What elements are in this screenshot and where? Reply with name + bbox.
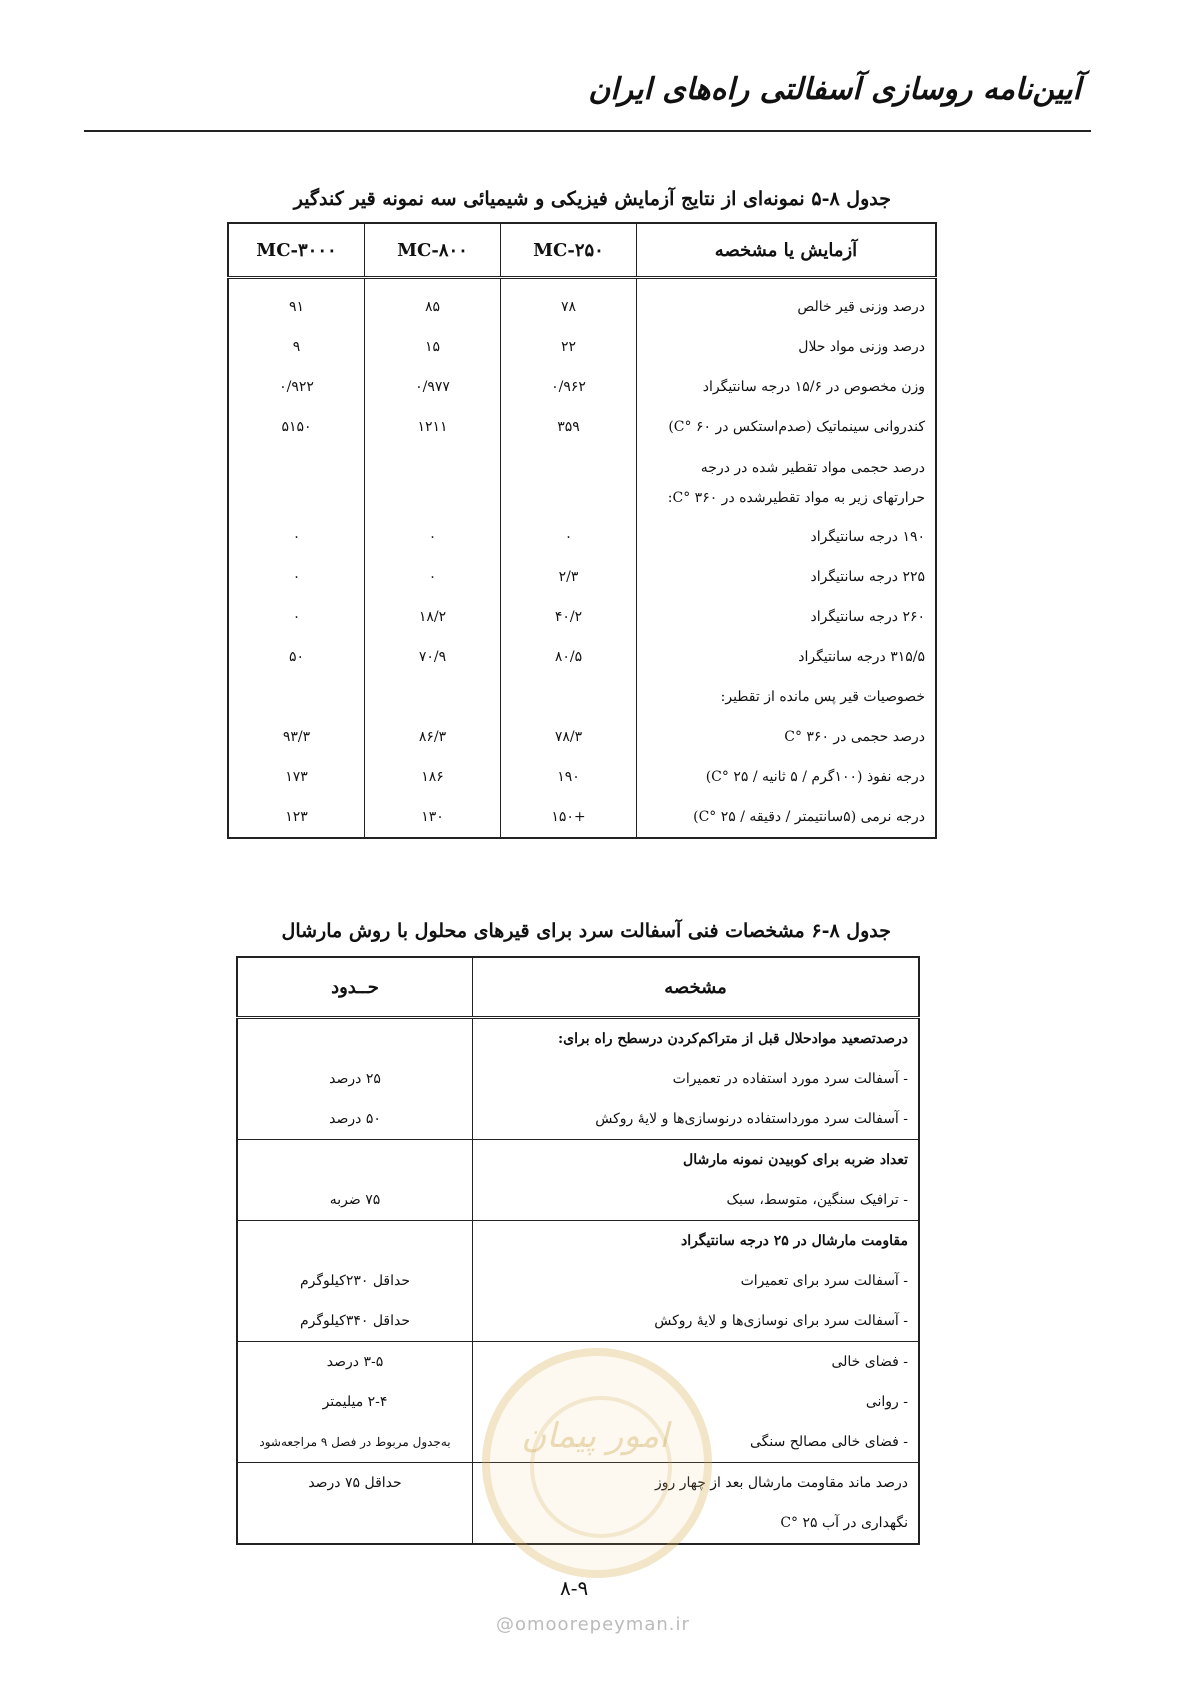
table1-header-property: آزمایش یا مشخصه [637, 223, 937, 278]
table1-cell-mc250: ۷۸/۳ [501, 717, 637, 757]
table1-cell-mc250: ۲۲ [501, 327, 637, 367]
table2-caption: جدول ۸-۶ مشخصات فنی آسفالت سرد برای قیرهای محلول با روش مارشال [281, 920, 891, 942]
table1-cell-mc3000: ۱۲۳ [228, 797, 365, 838]
table2-cell-limit: حداقل ۳۴۰کیلوگرم [237, 1301, 473, 1342]
table2-row [237, 1180, 919, 1221]
table1-caption: جدول ۸-۵ نمونه‌ای از نتایج آزمایش فیزیکی و شیمیائی سه نمونه قیر کندگیر [293, 188, 891, 210]
table1-cell-mc250: ۲/۳ [501, 557, 637, 597]
table1-row [228, 677, 936, 717]
table2-cell-spec: درصدتصعید موادحلال قبل از متراکم‌کردن درسطح راه برای: [473, 1018, 920, 1060]
table1-cell-mc800: ۰/۹۷۷ [365, 367, 501, 407]
table1-cell-mc800: ۰ [365, 517, 501, 557]
bitumen-test-table [227, 222, 937, 839]
table1-cell-mc800: ۱۳۰ [365, 797, 501, 838]
table2-row [237, 1018, 919, 1060]
table1-cell-property: وزن مخصوص در ۱۵/۶ درجه سانتیگراد [637, 367, 937, 407]
table1-cell-mc800: ۱۵ [365, 327, 501, 367]
table1-cell-property: ۲۶۰ درجه سانتیگراد [637, 597, 937, 637]
table1-cell-mc250: ۰ [501, 517, 637, 557]
table2-cell-spec: - آسفالت سرد مورداستفاده درنوسازی‌ها و لایهٔ روکش [473, 1099, 920, 1140]
table1-cell-mc250: +۱۵۰ [501, 797, 637, 838]
table1-cell-mc3000: ۹ [228, 327, 365, 367]
table1-row [228, 447, 936, 517]
table1-cell-mc800 [365, 447, 501, 517]
header-rule [84, 130, 1091, 132]
table1-cell-mc800: ۱۸۶ [365, 757, 501, 797]
table2-row [237, 1221, 919, 1262]
table2-cell-limit [237, 1221, 473, 1262]
table1-cell-mc3000: ۹۳/۳ [228, 717, 365, 757]
table2-header-spec: مشخصه [473, 957, 920, 1018]
table1-cell-property: ۲۲۵ درجه سانتیگراد [637, 557, 937, 597]
table1-cell-mc250: ۳۵۹ [501, 407, 637, 447]
table2-row [237, 1301, 919, 1342]
table1-row [228, 407, 936, 447]
table2-cell-spec: مقاومت مارشال در ۲۵ درجه سانتیگراد [473, 1221, 920, 1262]
table1-cell-mc3000 [228, 677, 365, 717]
table2-cell-limit [237, 1018, 473, 1060]
table2-row [237, 1099, 919, 1140]
table2-cell-spec: تعداد ضربه برای کوبیدن نمونه مارشال [473, 1140, 920, 1181]
table2-cell-limit: حداقل ۲۳۰کیلوگرم [237, 1261, 473, 1301]
table1-row [228, 637, 936, 677]
table1-row [228, 597, 936, 637]
table2-header-row [237, 957, 919, 1018]
running-header-title: آیین‌نامه روسازی آسفالتی راه‌های ایران [588, 72, 1081, 107]
table2-cell-limit [237, 1503, 473, 1544]
table1-cell-mc250 [501, 677, 637, 717]
table1-header-mc250: MC-۲۵۰ [501, 223, 637, 278]
table2-row [237, 1059, 919, 1099]
table1-cell-property: درصد حجمی در ۳۶۰ °C [637, 717, 937, 757]
table2-cell-limit: ۳-۵ درصد [237, 1342, 473, 1383]
table2-cell-limit: بەجدول مربوط در فصل ۹ مراجعه‌شود [237, 1422, 473, 1463]
table1-row [228, 717, 936, 757]
table1-row [228, 367, 936, 407]
table1-cell-mc3000: ۵۱۵۰ [228, 407, 365, 447]
table1-row [228, 278, 936, 328]
table1-cell-property: درجه نرمی (۵سانتیمتر / دقیقه / ۲۵ °C) [637, 797, 937, 838]
table2-row [237, 1261, 919, 1301]
table1-cell-mc250 [501, 447, 637, 517]
table1-cell-mc3000: ۰/۹۲۲ [228, 367, 365, 407]
table1-cell-property: درجه نفوذ (۱۰۰گرم / ۵ ثانیه / ۲۵ °C) [637, 757, 937, 797]
table1-cell-property: کندروانی سینماتیک (صدم‌استکس در ۶۰ °C) [637, 407, 937, 447]
table1-cell-mc3000: ۹۱ [228, 278, 365, 328]
seal-lettering: امور پیمان [521, 1416, 669, 1456]
table1-cell-property: درصد وزنی قیر خالص [637, 278, 937, 328]
table2-cell-limit: حداقل ۷۵ درصد [237, 1463, 473, 1504]
table1-row [228, 797, 936, 838]
table2-cell-spec: - آسفالت سرد برای تعمیرات [473, 1261, 920, 1301]
table1-cell-mc250: ۷۸ [501, 278, 637, 328]
table1-row [228, 757, 936, 797]
seal-watermark-logo [482, 1348, 712, 1578]
table2-header-limits: حــدود [237, 957, 473, 1018]
table2-cell-limit: ۵۰ درصد [237, 1099, 473, 1140]
table1-header-row [228, 223, 936, 278]
table2-cell-spec: - آسفالت سرد برای نوسازی‌ها و لایهٔ روکش [473, 1301, 920, 1342]
table1-cell-property: ۱۹۰ درجه سانتیگراد [637, 517, 937, 557]
table1-cell-mc800: ۱۸/۲ [365, 597, 501, 637]
table2-cell-limit: ۷۵ ضربه [237, 1180, 473, 1221]
table1-cell-property: درصد وزنی مواد حلال [637, 327, 937, 367]
table2-cell-spec: - آسفالت سرد مورد استفاده در تعمیرات [473, 1059, 920, 1099]
table2-cell-spec: - فضای خالی [473, 1342, 920, 1383]
table1-cell-mc3000: ۰ [228, 597, 365, 637]
table1-cell-mc250: ۴۰/۲ [501, 597, 637, 637]
table1-cell-property: خصوصیات قیر پس مانده از تقطیر: [637, 677, 937, 717]
table2-cell-limit: ۲-۴ میلیمتر [237, 1382, 473, 1422]
table1-row [228, 517, 936, 557]
table2-cell-spec: - ترافیک سنگین، متوسط، سبک [473, 1180, 920, 1221]
table1-body [228, 278, 936, 839]
table1-cell-mc800: ۱۲۱۱ [365, 407, 501, 447]
table1-cell-mc800 [365, 677, 501, 717]
table2-cell-spec: درصد ماند مقاومت مارشال بعد از چهار روز [473, 1463, 920, 1504]
table1-cell-mc800: ۸۶/۳ [365, 717, 501, 757]
table1-cell-mc3000: ۵۰ [228, 637, 365, 677]
table1-header-mc3000: MC-۳۰۰۰ [228, 223, 365, 278]
table1-cell-mc800: ۰ [365, 557, 501, 597]
table1-cell-mc3000: ۱۷۳ [228, 757, 365, 797]
site-watermark: @omoorepeyman.ir [496, 1614, 690, 1635]
table2-cell-spec: - روانی [473, 1382, 920, 1422]
table1-cell-mc250: ۸۰/۵ [501, 637, 637, 677]
table1-cell-mc800: ۷۰/۹ [365, 637, 501, 677]
table2-row [237, 1140, 919, 1181]
table1-cell-mc3000: ۰ [228, 557, 365, 597]
table1-row [228, 557, 936, 597]
table1-cell-mc250: ۰/۹۶۲ [501, 367, 637, 407]
page-number: ۸-۹ [560, 1576, 589, 1600]
table2-cell-limit: ۲۵ درصد [237, 1059, 473, 1099]
table2-cell-limit [237, 1140, 473, 1181]
table1-cell-mc800: ۸۵ [365, 278, 501, 328]
table1-header-mc800: MC-۸۰۰ [365, 223, 501, 278]
table1-cell-property: ۳۱۵/۵ درجه سانتیگراد [637, 637, 937, 677]
table2-cell-spec: نگهداری در آب ۲۵ °C [473, 1503, 920, 1544]
table2-cell-spec: - فضای خالی مصالح سنگی [473, 1422, 920, 1463]
table1-cell-mc250: ۱۹۰ [501, 757, 637, 797]
table1-cell-mc3000: ۰ [228, 517, 365, 557]
table1-cell-property: درصد حجمی مواد تقطیر شده در درجه حرارتهای زیر به مواد تقطیرشده در ۳۶۰ °C: [637, 447, 937, 517]
table1-row [228, 327, 936, 367]
table1-cell-mc3000 [228, 447, 365, 517]
